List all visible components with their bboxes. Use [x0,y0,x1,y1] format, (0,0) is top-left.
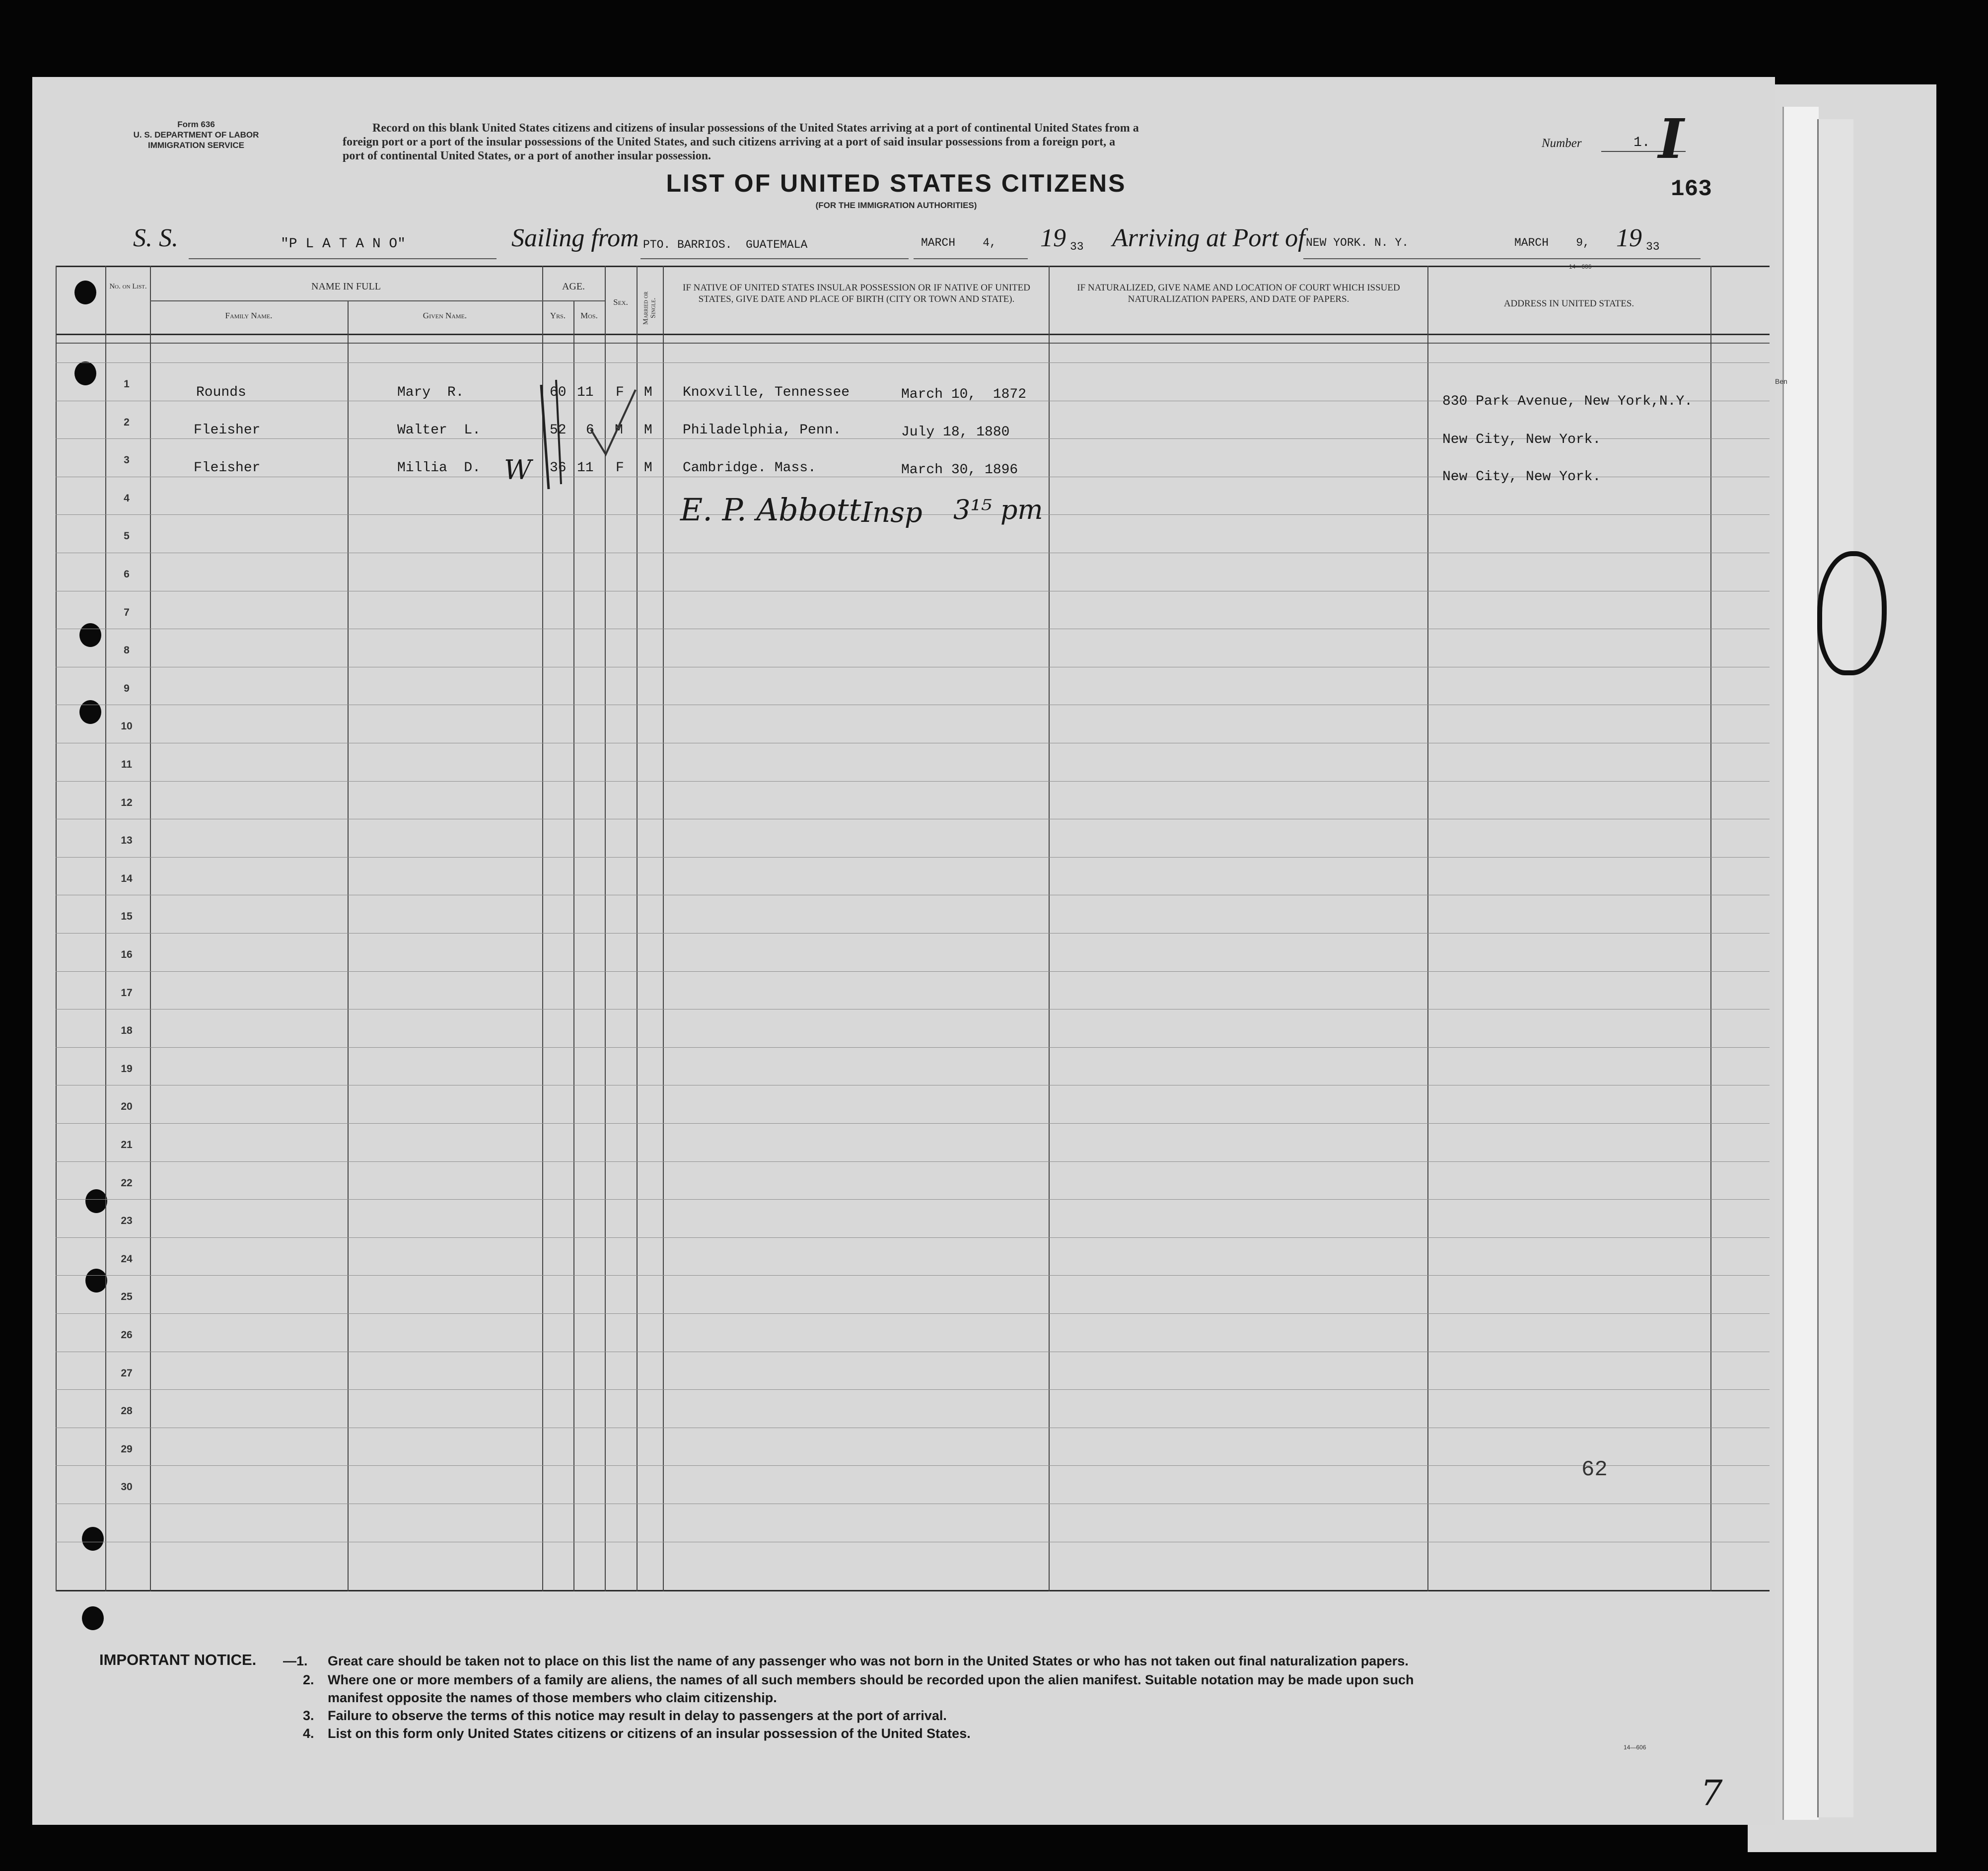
row-number: 17 [121,987,133,999]
sex-cell: M [615,423,623,438]
handwritten-check-marks [531,370,650,499]
row-rule [56,1313,1770,1314]
notice-line [99,1707,1738,1725]
col-line [1427,266,1428,1591]
family-name-cell: Rounds [196,385,246,400]
row-number: 29 [121,1443,133,1455]
table-bottom-border [56,1590,1770,1591]
row-number: 13 [121,835,133,846]
row-number: 2 [124,417,130,428]
age-yrs-cell: 60 [550,385,567,400]
row-rule [56,1123,1770,1124]
notice-item-text: Where one or more members of a family are aliens, the names of all such members should be recorded upon the alien manifest. Suitable notation may be made upon such [328,1672,1414,1687]
row-number: 12 [121,797,133,808]
row-number: 24 [121,1253,133,1265]
punch-hole [74,361,96,385]
manifest-sheet [32,77,1775,1825]
row-rule [56,781,1770,782]
row-rule [56,971,1770,972]
arriving-underline [1303,258,1701,259]
inspector-signature: E. P. Abbott [680,492,861,528]
notice-heading: IMPORTANT NOTICE. [99,1651,257,1668]
age-subheader-line [542,300,605,301]
form-number: Form 636 [177,120,215,129]
address-cell: 830 Park Avenue, New York,N.Y. [1442,394,1693,409]
address-cell: New City, New York. [1442,432,1601,447]
number-label: Number [1542,137,1582,150]
inspector-note: Insp [861,497,923,529]
notice-item-number: 3. [303,1708,314,1723]
row-number: 16 [121,949,133,960]
married-cell: M [644,385,652,400]
address-cell: New City, New York. [1442,469,1601,485]
inspection-time: 3¹⁵ pm [953,494,1043,525]
notice-item-number: 2. [303,1672,314,1687]
row-rule [56,1199,1770,1200]
birthplace-cell: Philadelphia, Penn. [683,423,842,438]
col-header-birth: IF NATIVE OF UNITED STATES INSULAR POSSESSION OR IF NATIVE OF UNITED STATES, GIVE DATE AND PLACE OF BIRTH (CITY OR TOWN AND STATE). [683,283,1030,304]
underlying-page-edge [1782,107,1819,1820]
row-rule [56,857,1770,858]
birthdate-cell: March 10, 1872 [901,387,1027,402]
col-line [348,300,349,1591]
page-title: LIST OF UNITED STATES CITIZENS [666,169,1127,197]
sailing-date-underline [914,258,1028,259]
row-number: 15 [121,911,133,922]
notice-line [99,1651,1738,1671]
notice-item-number: —1. [283,1654,308,1668]
row-number: 21 [121,1139,133,1151]
col-header-family-name: Family Name. [225,311,273,320]
col-line [150,266,151,1591]
birthdate-cell: July 18, 1880 [901,425,1010,440]
department-name: U. S. DEPARTMENT OF LABOR [133,130,259,140]
col-line [1049,266,1050,1591]
row-number: 26 [121,1329,133,1341]
punch-hole [74,281,96,304]
row-number: 23 [121,1215,133,1226]
family-name-cell: Fleisher [194,423,261,438]
page-subtitle: (FOR THE IMMIGRATION AUTHORITIES) [815,201,977,210]
col-header-yrs: Yrs. [550,311,566,320]
punch-hole [82,1527,104,1551]
row-number: 20 [121,1101,133,1112]
punch-hole [79,623,101,647]
name-subheader-line [150,300,542,301]
sex-cell: F [616,460,624,476]
birthdate-cell: March 30, 1896 [901,462,1018,478]
sailing-label: Sailing from [511,224,639,252]
row-rule [56,1465,1770,1466]
age-mos-cell: 11 [577,385,594,400]
row-number: 5 [124,530,130,542]
row-number: 27 [121,1367,133,1379]
col-line [105,266,106,1591]
married-cell: M [644,423,652,438]
row-rule [56,1275,1770,1276]
ship-underline [189,258,497,259]
age-mos-cell: 11 [577,460,594,476]
row-number: 22 [121,1177,133,1189]
row-number: 9 [124,683,130,694]
arriving-year-prefix: 19 [1616,224,1642,252]
row-number: 18 [121,1025,133,1036]
corner-handwritten-mark: 7 [1701,1773,1723,1813]
row-number: 7 [124,607,130,618]
notice-item-text: List on this form only United States citizens or citizens of an insular possession of the United States. [328,1726,971,1741]
stamp-number: 163 [1671,176,1712,202]
form-id-block [102,119,290,150]
sex-cell: F [616,385,624,400]
row-rule [56,1047,1770,1048]
margin-number: 62 [1581,1457,1608,1482]
sailing-date: MARCH 4, [921,236,996,249]
col-header-no: No. on List. [109,283,147,290]
notice-item-text: Great care should be taken not to place on this list the name of any passenger who was not born in the United States or who has not taken out final naturalization papers. [328,1654,1409,1668]
row-number: 6 [124,569,130,580]
punch-hole [82,1606,104,1630]
col-header-married-or-single: Married or Single. [642,291,657,325]
row-number: 28 [121,1405,133,1417]
notice-item-text: Failure to observe the terms of this notice may result in delay to passengers at the port of arrival. [328,1708,947,1723]
notice-printer-mark: 14—606 [1624,1744,1646,1751]
ss-label: S. S. [133,224,178,252]
notice-line [99,1689,1738,1707]
row-number: 4 [124,493,130,504]
service-name: IMMIGRATION SERVICE [148,141,244,150]
instruction-line: Record on this blank United States citizens and citizens of insular possessions of the United States arriving at a port of continental United States from a [372,122,1139,135]
age-yrs-cell: 52 [550,423,567,438]
notice-item-number: 4. [303,1726,314,1741]
col-line [56,266,57,1591]
col-header-naturalized: IF NATURALIZED, GIVE NAME AND LOCATION OF COURT WHICH ISSUED NATURALIZATION PAPERS, AND DATE OF PAPERS. [1077,283,1400,304]
arriving-year: 33 [1646,240,1660,253]
col-line [663,266,664,1591]
notice-item-text: manifest opposite the names of those members who claim citizenship. [328,1690,777,1705]
handwritten-initial-mark: W [504,454,532,486]
col-header-mos: Mos. [580,311,598,320]
family-name-cell: Fleisher [194,460,261,476]
birthplace-cell: Cambridge. Mass. [683,460,816,476]
col-header-address: ADDRESS IN UNITED STATES. [1503,298,1634,309]
instruction-line: foreign port or a port of the insular possessions of the United States, and such citizens arriving at a port of said insular possessions from a foreign port, a [343,136,1116,148]
given-name-cell: Mary R. [397,385,464,400]
side-page-label: Ben [1775,377,1787,385]
age-mos-cell: 6 [586,423,594,438]
number-handwritten: I [1658,107,1684,171]
age-yrs-cell: 36 [550,460,567,476]
row-rule [56,1237,1770,1238]
instruction-line: port of continental United States, or a port of another insular possession. [343,149,711,162]
row-rule [56,1161,1770,1162]
given-name-cell: Walter L. [397,423,481,438]
table-header-border [56,334,1770,335]
side-page-handwritten-mark [1817,551,1887,675]
col-header-sex: Sex. [613,297,628,307]
row-number: 11 [121,759,133,770]
col-header-given-name: Given Name. [423,311,467,320]
row-number: 25 [121,1291,133,1302]
given-name-cell: Millia D. [397,460,481,476]
punch-hole [85,1269,107,1293]
sailing-year: 33 [1070,240,1084,253]
arriving-port: NEW YORK. N. Y. [1306,236,1409,249]
row-number: 19 [121,1063,133,1075]
row-number: 10 [121,720,133,732]
col-header-name-in-full: NAME IN FULL [311,281,381,292]
underlying-page-edge-2 [1817,119,1853,1817]
number-value: 1. [1633,135,1650,150]
row-rule [56,1389,1770,1390]
married-cell: M [644,460,652,476]
sailing-underline [640,258,909,259]
punch-hole [79,700,101,724]
punch-hole [85,1189,107,1213]
record-instructions [343,121,1504,163]
table-header-border-2 [56,343,1770,344]
row-number: 3 [124,454,130,466]
table-top-border [56,266,1770,267]
arriving-date: MARCH 9, [1514,236,1590,249]
row-number: 8 [124,645,130,656]
sailing-port: PTO. BARRIOS. GUATEMALA [643,238,808,251]
row-rule [56,362,1770,363]
row-number: 14 [121,873,133,884]
col-header-age: AGE. [562,281,585,292]
notice-line [99,1725,1738,1742]
col-line [1710,266,1711,1591]
row-rule [56,933,1770,934]
row-number: 30 [121,1481,133,1493]
notice-line [99,1671,1738,1689]
important-notice [99,1651,1738,1742]
sailing-year-prefix: 19 [1040,224,1066,252]
arriving-label: Arriving at Port of [1112,224,1305,252]
birthplace-cell: Knoxville, Tennessee [683,385,850,400]
ship-name: "P L A T A N O" [281,236,406,252]
row-number: 1 [124,378,130,390]
